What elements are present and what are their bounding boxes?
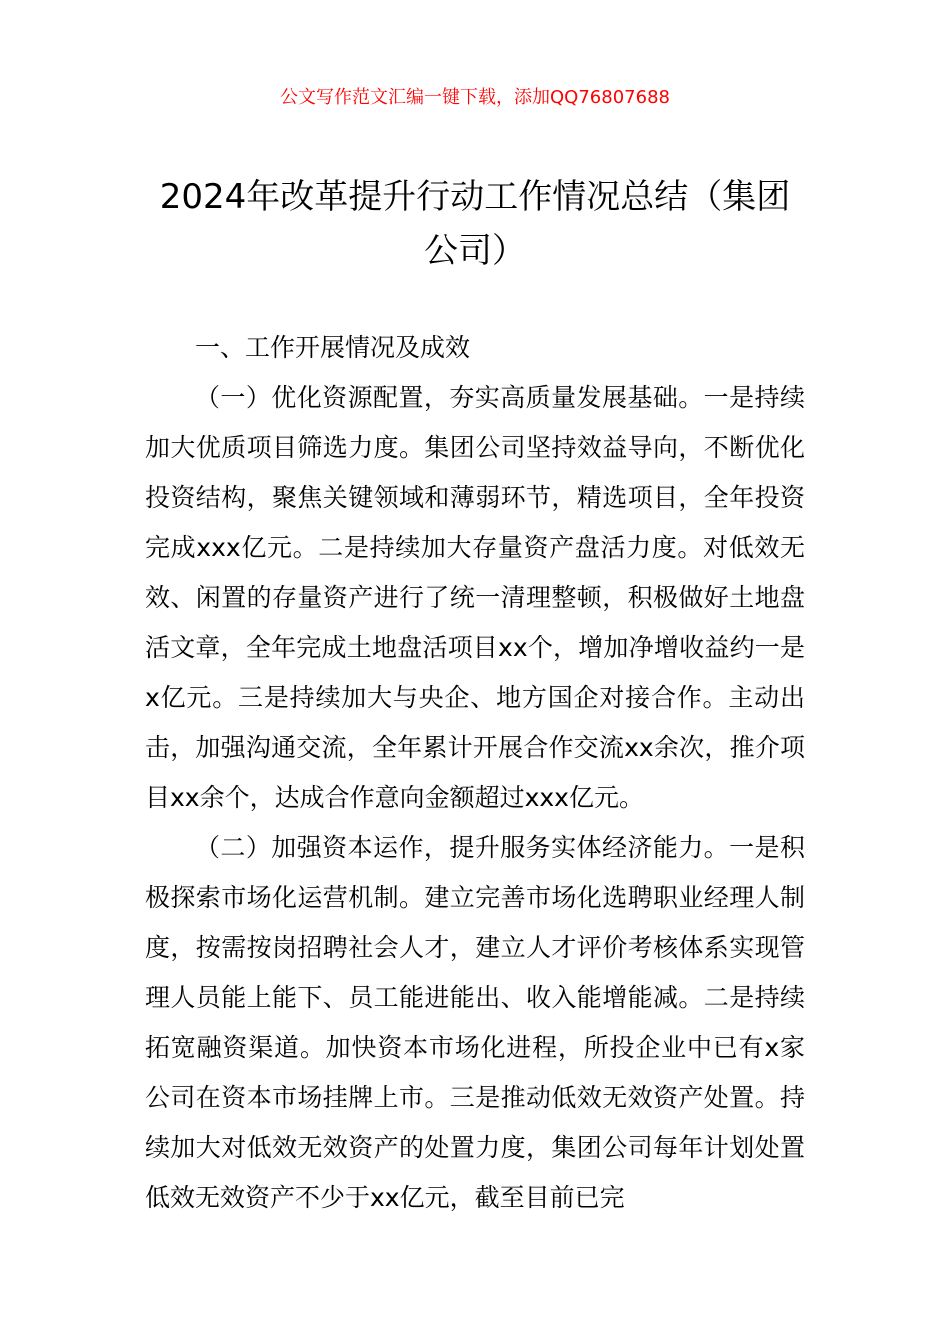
download-watermark: 公文写作范文汇编一键下载，添加QQ76807688 [280, 87, 670, 108]
body-paragraph: （二）加强资本运作，提升服务实体经济能力。一是积极探索市场化运营机制。建立完善市场化选聘职业经理人制度，按需按岗招聘社会人才，建立人才评价考核体系实现管理人员能上能下、员工能进能出、收入能增能减。二是持续拓宽融资渠道。加快资本市场化进程，所投企业中已有x家公司在资本市场挂牌上市。三是推动低效无效资产处置。持续加大对低效无效资产的处置力度，集团公司每年计划处置低效无效资产不少于xx亿元，截至目前已完 [145, 833, 805, 1212]
section-heading: 一、工作开展情况及成效 [195, 333, 471, 362]
body-paragraph: （一）优化资源配置，夯实高质量发展基础。一是持续加大优质项目筛选力度。集团公司坚持效益导向，不断优化投资结构，聚焦关键领域和薄弱环节，精选项目，全年投资完成xxx亿元。二是持续加大存量资产盘活力度。对低效无效、闲置的存量资产进行了统一清理整顿，积极做好土地盘活文章，全年完成土地盘活项目xx个，增加净增收益约一是x亿元。三是持续加大与央企、地方国企对接合作。主动出击，加强沟通交流，全年累计开展合作交流xx余次，推介项目xx余个，达成合作意向金额超过xxx亿元。 [145, 383, 805, 812]
document-body [145, 323, 805, 1223]
document-title: 2024年改革提升行动工作情况总结（集团公司） [159, 177, 791, 271]
